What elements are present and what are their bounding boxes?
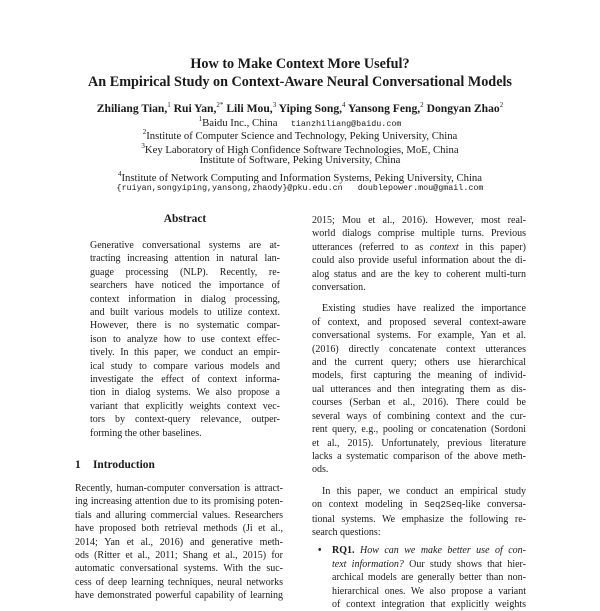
author-name: Dongyan Zhao [426, 102, 500, 115]
body-line: ods (Ritter et al., 2011; Shang et al., 2015) for [75, 550, 283, 562]
body-line: have proposed both retrieval methods (Ji et al., [75, 523, 283, 535]
body-line: conversational systems. For example, Yan et al. [312, 330, 526, 342]
bullet-icon: • [318, 545, 322, 557]
rq-question: text information? [332, 558, 404, 570]
abstract-body [90, 239, 280, 440]
rq-body [332, 544, 526, 611]
body-line: cess of deep learning techniques, neural networks [75, 576, 283, 588]
affiliation-mark: 2 [142, 128, 147, 136]
paper-title-line-1: How to Make Context More Useful? [190, 56, 410, 72]
body-line: tional systems. We emphasize the following re- [312, 513, 526, 525]
author-name: Rui Yan, [173, 102, 217, 115]
rq-question: How can we make better use of con- [354, 545, 526, 557]
abstract-line: ison to analyze how to use context effec- [90, 333, 280, 345]
body-line [332, 544, 526, 557]
abstract-line: guage processing (NLP). Recently, re- [90, 266, 280, 278]
body-line: of context integration that explicitly weights [332, 598, 526, 610]
author-affiliation-mark: 4 [342, 101, 346, 109]
body-line: lacks a systematic comparison of the above meth- [312, 450, 526, 462]
body-line: archical models are generally better than non- [332, 572, 526, 584]
body-line: ods. [312, 464, 329, 476]
author-name: Lili Mou, [226, 102, 273, 115]
abstract-line: tively. In this paper, we conduct an empir- [90, 347, 280, 359]
body-text: -like conversa- [462, 499, 526, 511]
affiliation-mark: 4 [117, 170, 122, 178]
author-emails: {ruiyan,songyiping,yansong,zhaody}@pku.edu.cn doublepower.mou@gmail.com [116, 183, 484, 193]
body-line: hierarchical ones. We also propose a variant [332, 585, 526, 597]
author-affiliation-mark: 2 [499, 101, 504, 109]
section-title: Introduction [93, 459, 155, 471]
abstract-line: However, there is no systematic compar- [90, 320, 280, 332]
rq-label: RQ1. [332, 545, 355, 557]
paragraph-gap [312, 294, 526, 302]
author-name: Yansong Feng, [348, 102, 421, 115]
section-number: 1 [75, 459, 81, 471]
body-text: utterances (referred to as [312, 241, 430, 253]
body-line [312, 241, 526, 254]
abstract-line: context information in dialog processing, [90, 293, 280, 305]
body-line: models, first capturing the meaning of individ- [312, 370, 526, 382]
abstract-line: tion in dialog systems. We also propose a [90, 387, 280, 399]
author-affiliation-mark: 1 [167, 101, 171, 109]
body-line: search questions: [312, 526, 381, 538]
affiliation-text: Institute of Network Computing and Information Systems, Peking University, China [121, 172, 483, 184]
abstract-line: forming the other baselines. [90, 427, 202, 439]
body-line: of context, and proposed several context-aware [312, 316, 526, 328]
body-line: tials and alluring commercial values. Researchers [75, 509, 283, 521]
body-line: several ways of combining context and the cur- [312, 410, 526, 422]
body-line: (2016) directly concatenate context utterances [312, 343, 526, 355]
body-line: ing increasing attention due to its promising poten- [75, 496, 283, 508]
abstract-heading: Abstract [163, 213, 207, 225]
emphasis-context: context [429, 241, 459, 253]
body-line: alog status and are the key to coherent multi-turn [312, 268, 526, 280]
body-line: automatic conversational systems. With the suc- [75, 563, 283, 575]
abstract-line: variant that explicitly weights context vec- [90, 400, 280, 412]
abstract-line: Generative conversational systems are at- [90, 240, 280, 251]
affiliation-3b [0, 154, 600, 167]
body-line: world dialogs comprise multiple turns. Previous [312, 228, 526, 240]
body-line: 2015; Mou et al., 2016). However, most real- [312, 215, 526, 226]
affiliation-text: Key Laboratory of High Confidence Software Technologies, MoE, China [144, 144, 459, 156]
body-text: on context modeling in [312, 499, 425, 511]
body-line: courses (Serban et al., 2016). There could be [312, 397, 526, 409]
affiliation-text: Baidu Inc., China [202, 117, 278, 129]
body-line: and the current query; others use hierarchical [312, 357, 526, 369]
author-email: tianzhiliang@baidu.com [290, 119, 402, 129]
body-line: In this paper, we conduct an empirical study [322, 485, 526, 497]
author-affiliation-mark: 2 [420, 101, 424, 109]
author-affiliation-mark: 2* [216, 101, 224, 109]
abstract-line: tracting increasing attention in natural lan- [90, 253, 280, 265]
code-seq2seq: Seq2Seq [424, 500, 462, 511]
body-line: Existing studies have realized the importance [322, 303, 526, 315]
body-line [312, 498, 526, 512]
abstract-line: and built various models to utilize context. [90, 307, 280, 319]
abstract-line: investigate the effect of context informa- [90, 374, 280, 386]
body-text: Our study shows that hier- [403, 558, 526, 570]
paper-title-line-2: An Empirical Study on Context-Aware Neural Conversational Models [88, 74, 512, 90]
author-name: Yiping Song, [278, 102, 343, 115]
email-line [0, 181, 600, 195]
author-name: Zhiliang Tian, [96, 102, 168, 115]
body-line: have demonstrated powerful capability of learning [75, 590, 283, 602]
intro-left-column [75, 482, 283, 603]
body-line: et al., 2015). Unfortunately, previous literature [312, 437, 526, 449]
body-line: ual utterances and then integrating them as dis- [312, 383, 526, 395]
body-line: could also provide useful information about the di- [312, 255, 526, 267]
research-question-1 [312, 544, 526, 611]
body-line: Recently, human-computer conversation is attract- [75, 483, 283, 494]
body-line: 2014; Yan et al., 2016) and generative meth- [75, 536, 283, 548]
body-line [332, 558, 526, 571]
author-affiliation-mark: 3 [272, 101, 277, 109]
abstract-line: ical study to compare various models and [90, 360, 280, 372]
abstract-line: tors by context-query relevance, outper- [90, 414, 280, 426]
abstract-line: searchers have noticed the importance of [90, 280, 280, 292]
intro-right-column [312, 214, 526, 611]
affiliation-mark: 3 [141, 142, 145, 150]
paragraph-gap [312, 477, 526, 485]
body-line: conversation. [312, 282, 366, 294]
section-heading-introduction [75, 459, 155, 471]
body-line: rent query, e.g., pooling or concatenation (Sordoni [312, 424, 526, 436]
body-text: in this paper) [458, 241, 526, 253]
affiliation-text: Institute of Software, Peking University, China [199, 154, 401, 166]
affiliation-text: Institute of Computer Science and Technology, Peking University, China [146, 130, 458, 142]
affiliation-mark: 1 [198, 115, 203, 123]
